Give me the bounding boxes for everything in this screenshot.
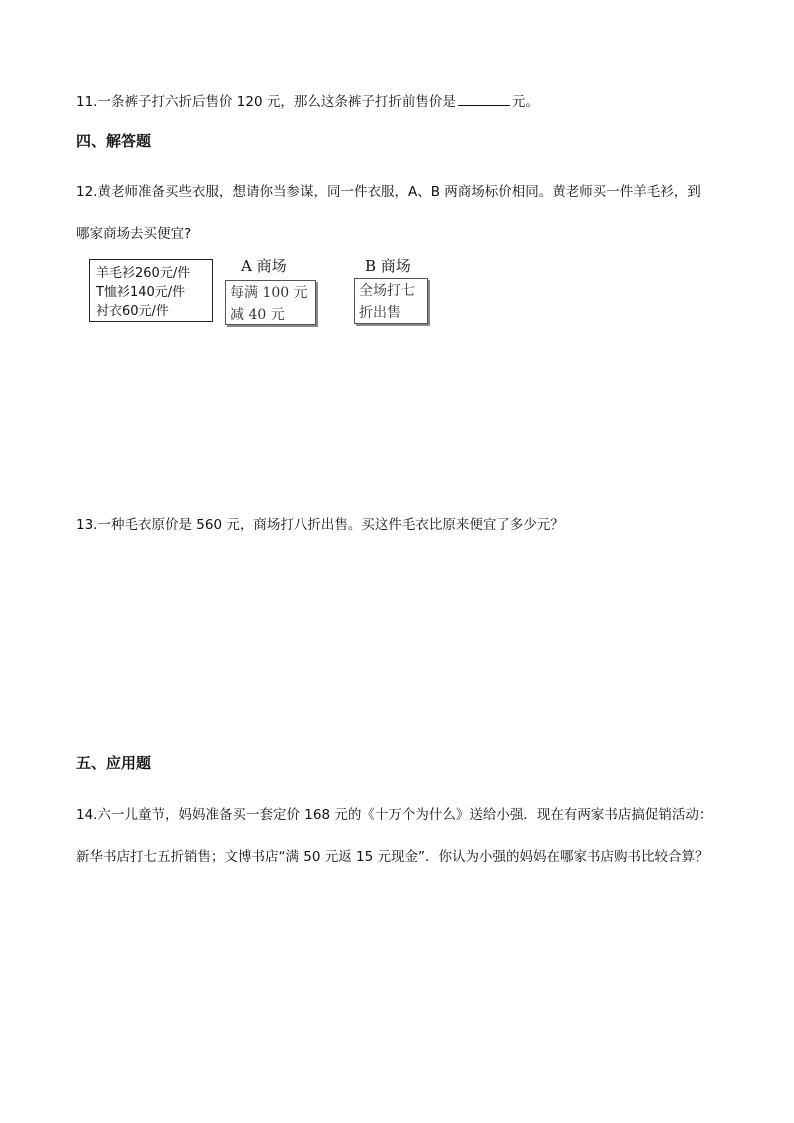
q11-unit: 元。	[511, 94, 539, 110]
price-item: T恤衫140元/件	[96, 285, 186, 300]
question-12-line2: 哪家商场去买便宜?	[76, 226, 192, 242]
store-a-label: A 商场	[241, 257, 287, 275]
store-b-label: B 商场	[365, 257, 411, 275]
store-b-promo	[354, 278, 428, 324]
section-heading-4: 四、解答题	[76, 132, 152, 150]
promo-line: 折出售	[359, 305, 401, 321]
promo-line: 减 40 元	[230, 307, 285, 323]
promo-line: 全场打七	[359, 283, 415, 299]
q11-text: 11.一条裤子打六折后售价 120 元，那么这条裤子打折前售价是	[76, 94, 456, 110]
question-13: 13.一种毛衣原价是 560 元，商场打八折出售。买这件毛衣比原来便宜了多少元？	[76, 517, 564, 533]
store-a-promo	[225, 280, 316, 325]
price-list-box	[89, 259, 213, 322]
question-14-line2: 新华书店打七五折销售；文博书店“满 50 元返 15 元现金”．你认为小强的妈妈在哪家书店购书比较合算？	[76, 849, 709, 865]
question-11	[76, 90, 539, 110]
question-12-line1: 12.黄老师准备买些衣服，想请你当参谋，同一件衣服，A、B 两商场标价相同。黄老师买一件羊毛衫，到	[76, 184, 701, 200]
price-item: 衬衣60元/件	[96, 304, 169, 319]
section-heading-5: 五、应用题	[76, 754, 152, 772]
answer-blank[interactable]	[458, 93, 510, 106]
price-item: 羊毛衫260元/件	[96, 266, 191, 281]
question-14-line1: 14.六一儿童节，妈妈准备买一套定价 168 元的《十万个为什么》送给小强．现在有两家书店搞促销活动：	[76, 807, 713, 823]
promo-line: 每满 100 元	[230, 285, 308, 301]
